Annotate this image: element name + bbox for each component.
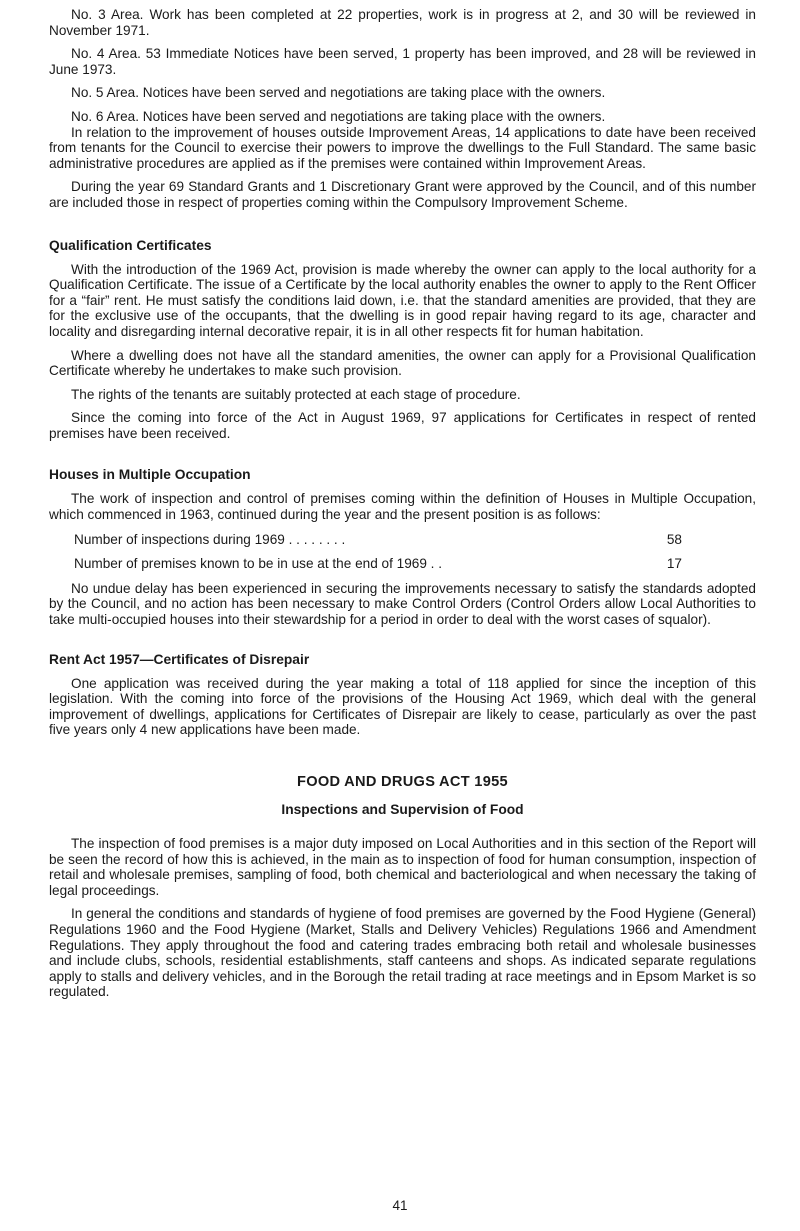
page-number: 41	[392, 1198, 408, 1213]
rent-act-heading: Rent Act 1957—Certificates of Disrepair	[49, 651, 310, 667]
stat-row	[49, 556, 756, 572]
food-section-title: FOOD AND DRUGS ACT 1955	[297, 774, 508, 790]
rent-act-paragraph: One application was received during the year making a total of 118 applied for since the inception of this legislation. With the coming into force of the provisions of the Housing Act 1969, which deal with the general improvement of dwellings, applications for Certificates of Disrepair are likely to cease, particularly as over the past five years only 4 new applications have been made.	[49, 675, 756, 738]
qualification-paragraph-4: Since the coming into force of the Act in August 1969, 97 applications for Certificates in respect of rented premises have been received.	[49, 410, 756, 441]
area3-paragraph: No. 3 Area. Work has been completed at 22 properties, work is in progress at 2, and 30 will be reviewed in November 1971.	[49, 7, 756, 38]
area4-paragraph: No. 4 Area. 53 Immediate Notices have been served, 1 property has been improved, and 28 will be reviewed in June 1973.	[49, 46, 756, 77]
hmo-stats	[49, 532, 756, 572]
qualification-paragraph-1: With the introduction of the 1969 Act, provision is made whereby the owner can apply to the local authority for a Qualification Certificate. The issue of a Certificate by the local authority enables the owner to apply to the Rent Officer for a “fair” rent. He must satisfy the conditions laid down, i.e. that the standard amenities are provided, that they are for the exclusive use of the occupants, that the dwelling is in good repair having regard to its age, character and locality and disregarding internal decorative repair, it is in all other respects fit for human habitation.	[49, 261, 756, 339]
hmo-intro: The work of inspection and control of premises coming within the definition of Houses in Multiple Occupation, which commenced in 1963, continued during the year and the present position is as follows:	[49, 491, 756, 523]
hmo-heading: Houses in Multiple Occupation	[49, 467, 251, 483]
outside-areas-paragraph: In relation to the improvement of houses outside Improvement Areas, 14 applications to date have been received from tenants for the Council to exercise their powers to improve the dwellings to the Full Standard. The same basic administrative procedures are applied as if the premises were contained within Improvement Areas.	[49, 124, 756, 171]
qualification-paragraph-2: Where a dwelling does not have all the standard amenities, the owner can apply for a Provisional Qualification Certificate whereby he undertakes to make such provision.	[49, 347, 756, 379]
grants-paragraph: During the year 69 Standard Grants and 1 Discretionary Grant were approved by the Council, and of this number are included those in respect of properties coming within the Compulsory Improvement Scheme.	[49, 179, 756, 210]
stat-value: 17	[666, 556, 682, 572]
food-section-subtitle: Inspections and Supervision of Food	[281, 802, 524, 817]
food-paragraph-1: The inspection of food premises is a major duty imposed on Local Authorities and in this section of the Report will be seen the record of how this is achieved, in the main as to inspection of food for human consumption, inspection of retail and wholesale premises, sampling of food, both chemical and bacteriological and when necessary the taking of legal proceedings.	[49, 836, 756, 898]
stat-label: Number of inspections during 1969 . . . . . . . .	[74, 531, 346, 547]
stat-label: Number of premises known to be in use at the end of 1969 . .	[74, 556, 443, 572]
food-paragraph-2: In general the conditions and standards of hygiene of food premises are governed by the Food Hygiene (General) Regulations 1960 and the Food Hygiene (Market, Stalls and Delivery Vehicles) Regulations 1966 and Amendment Regulations. They apply throughout the food and catering trades embracing both retail and wholesale businesses and include clubs, schools, residential establishments, staff canteens and shops. As indicated separate regulations apply to stalls and delivery vehicles, and in the Borough the retail trading at race meetings and in Epsom Market is so regulated.	[49, 906, 756, 1000]
qualification-paragraph-3: The rights of the tenants are suitably protected at each stage of procedure.	[71, 386, 521, 402]
stat-value: 58	[666, 531, 682, 547]
qualification-heading: Qualification Certificates	[49, 237, 212, 253]
area5-paragraph: No. 5 Area. Notices have been served and negotiations are taking place with the owners.	[71, 85, 606, 101]
stat-row	[49, 532, 756, 548]
hmo-closing: No undue delay has been experienced in securing the improvements necessary to satisfy the standards adopted by the Council, and no action has been necessary to make Control Orders (Control Orders allow Local Authorities to take multi-occupied houses into their stewardship for a period in order to deal with the worst cases of squalor).	[49, 580, 756, 628]
area6-paragraph: No. 6 Area. Notices have been served and negotiations are taking place with the owners.	[71, 108, 606, 124]
